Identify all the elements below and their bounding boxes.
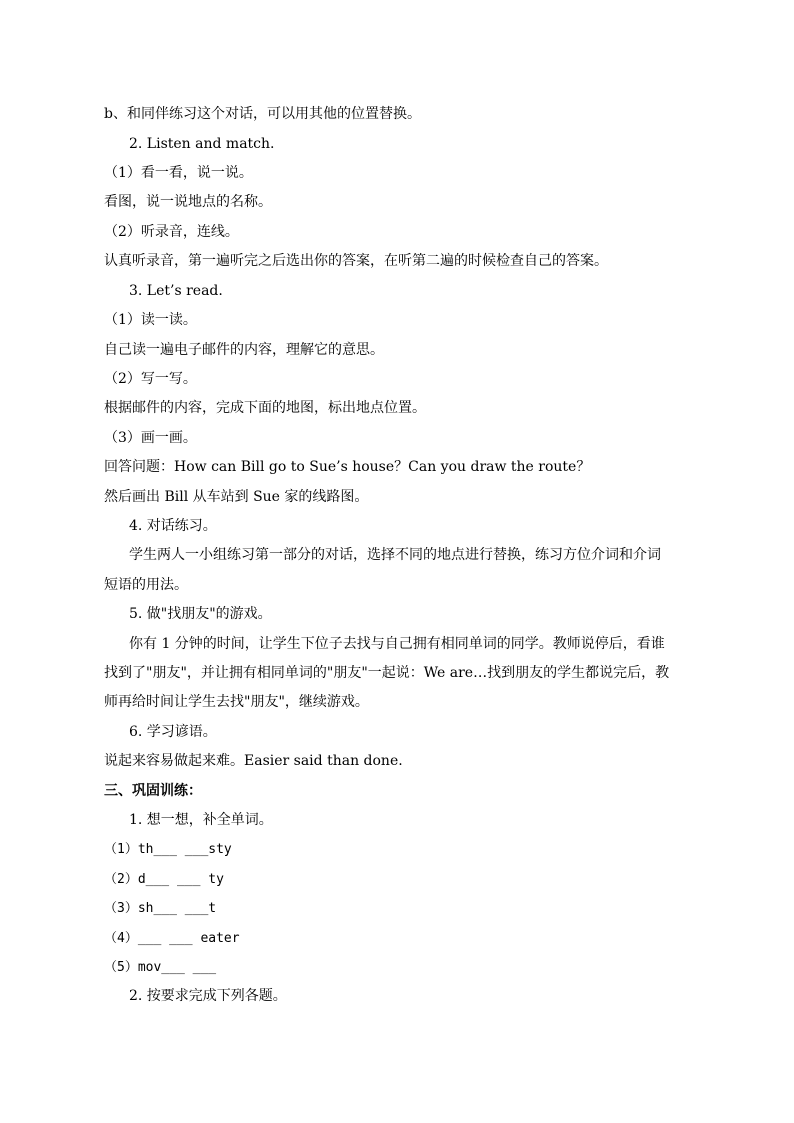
section-heading: 6. 学习谚语。 [129,724,217,740]
text-line: 短语的用法。 [104,577,188,593]
text-line: （2）写一写。 [104,371,197,387]
text-line: 学生两人一小组练习第一部分的对话，选择不同的地点进行替换，练习方位介词和介词 [129,547,661,563]
text-line: （3）画一画。 [104,430,197,446]
text-line: （1）看一看，说一说。 [104,165,253,181]
exercise-item: （1）th___ ___sty [104,842,232,857]
text-line: 认真听录音，第一遍听完之后选出你的答案，在听第二遍的时候检查自己的答案。 [104,253,608,269]
section-heading: 2. 按要求完成下列各题。 [129,988,287,1004]
section-heading: 4. 对话练习。 [129,518,217,534]
section-heading: 5. 做"找朋友"的游戏。 [129,606,272,622]
section-heading: 2. Listen and match. [129,136,275,152]
section-heading: 3. Let’s read. [129,283,223,299]
text-line: 根据邮件的内容，完成下面的地图，标出地点位置。 [104,400,426,416]
section-title: 三、巩固训练： [104,783,202,799]
text-line: 回答问题：How can Bill go to Sue’s house？Can you draw the route？ [104,459,591,475]
text-line: （1）读一读。 [104,312,197,328]
exercise-item: （4）___ ___ eater [104,931,240,946]
section-heading: 1. 想一想，补全单词。 [129,812,273,828]
text-line: 自己读一遍电子邮件的内容，理解它的意思。 [104,342,384,358]
text-line: b、和同伴练习这个对话，可以用其他的位置替换。 [104,106,421,122]
text-line: 然后画出 Bill 从车站到 Sue 家的线路图。 [104,489,369,505]
text-line: 你有 1 分钟的时间，让学生下位子去找与自己拥有相同单词的同学。教师说停后，看谁 [129,636,665,652]
text-line: 说起来容易做起来难。Easier said than done. [104,753,403,769]
text-line: 看图，说一说地点的名称。 [104,194,272,210]
exercise-item: （2）d___ ___ ty [104,872,224,887]
text-line: 师再给时间让学生去找"朋友"，继续游戏。 [104,694,369,710]
exercise-item: （5）mov___ ___ [104,960,217,975]
text-line: 找到了"朋友"，并让拥有相同单词的"朋友"一起说：We are…找到朋友的学生都说完后，教 [104,665,670,681]
exercise-item: （3）sh___ ___t [104,901,217,916]
text-line: （2）听录音，连线。 [104,224,239,240]
